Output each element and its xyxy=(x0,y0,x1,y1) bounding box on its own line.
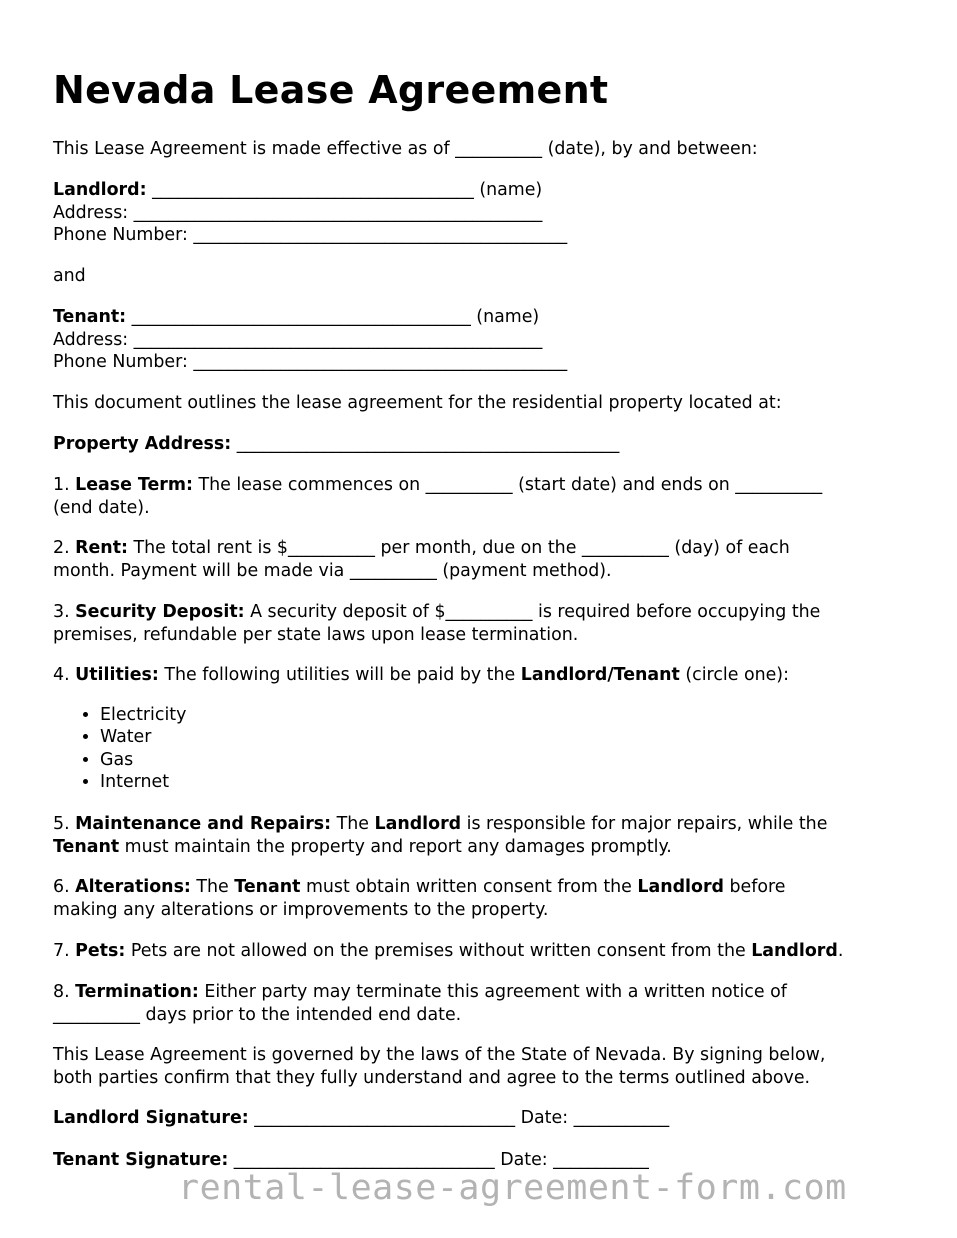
tenant-name-line xyxy=(53,306,933,329)
section-lease-term xyxy=(53,474,933,519)
section-bold: Tenant xyxy=(53,836,120,857)
tenant-phone-line: Phone Number: ___________________________________________ xyxy=(53,352,568,373)
section-text: __________ days prior to the intended end date. xyxy=(53,1004,462,1025)
list-item: • Internet xyxy=(100,771,186,793)
landlord-tenant-choice: Landlord/Tenant xyxy=(520,665,680,685)
section-title: Security Deposit: xyxy=(75,602,245,622)
section-text: making any alterations or improvements to the property. xyxy=(53,899,549,920)
section-bold: Landlord xyxy=(751,941,838,961)
section-text: before xyxy=(723,877,786,897)
tenant-block xyxy=(53,306,933,374)
section-text: The total rent is $__________ per month, due on the __________ (day) of each xyxy=(127,538,790,558)
section-title: Lease Term: xyxy=(75,475,193,495)
section-text: Pets are not allowed on the premises without written consent from the xyxy=(125,941,752,961)
section-termination xyxy=(53,981,933,1026)
tenant-label: Tenant: xyxy=(53,307,127,327)
and-text: and xyxy=(53,266,86,286)
section-text: The following utilities will be paid by the xyxy=(158,665,521,685)
section-maintenance xyxy=(53,813,933,858)
section-bold: Tenant xyxy=(234,877,301,897)
governing-text: both parties confirm that they fully understand and agree to the terms outlined above. xyxy=(53,1067,811,1088)
landlord-name-field: _____________________________________ (name) xyxy=(146,180,543,200)
section-text: (end date). xyxy=(53,497,150,518)
section-text: (circle one): xyxy=(679,665,789,685)
section-title: Utilities: xyxy=(75,665,159,685)
section-text: The xyxy=(331,814,375,834)
tenant-signature-field: ______________________________ Date: ___________ xyxy=(228,1150,649,1170)
section-text: month. Payment will be made via __________ (payment method). xyxy=(53,560,612,581)
section-number: 8. xyxy=(53,982,76,1002)
section-utilities xyxy=(53,664,933,687)
section-text: . xyxy=(837,941,844,961)
tenant-name-field: _______________________________________ (name) xyxy=(126,307,540,327)
landlord-signature-line xyxy=(53,1107,933,1130)
section-number: 3. xyxy=(53,602,76,622)
list-item: • Water xyxy=(100,726,186,748)
page-title: Nevada Lease Agreement xyxy=(53,68,609,112)
section-text: The xyxy=(190,877,235,897)
section-number: 5. xyxy=(53,814,76,834)
section-number: 2. xyxy=(53,538,76,558)
list-item: • Electricity xyxy=(100,704,186,726)
section-number: 7. xyxy=(53,941,76,961)
utilities-list xyxy=(53,704,186,794)
section-text: A security deposit of $__________ is required before occupying the xyxy=(244,602,821,622)
section-number: 4. xyxy=(53,665,76,685)
section-text: Either party may terminate this agreement with a written notice of xyxy=(198,982,787,1002)
section-title: Alterations: xyxy=(75,877,191,897)
property-address-label: Property Address: xyxy=(53,434,232,454)
governing-text: This Lease Agreement is governed by the laws of the State of Nevada. By signing below, xyxy=(53,1045,826,1065)
section-title: Maintenance and Repairs: xyxy=(75,814,332,834)
section-number: 6. xyxy=(53,877,76,897)
section-alterations xyxy=(53,876,933,921)
section-text: must obtain written consent from the xyxy=(300,877,638,897)
section-title: Pets: xyxy=(75,941,126,961)
section-pets xyxy=(53,940,933,963)
property-address xyxy=(53,433,933,456)
section-rent xyxy=(53,537,933,582)
section-title: Rent: xyxy=(75,538,128,558)
governing-law-paragraph xyxy=(53,1044,933,1089)
section-security-deposit xyxy=(53,601,933,646)
intro-paragraph: This Lease Agreement is made effective as of __________ (date), by and between: xyxy=(53,139,758,159)
section-text: must maintain the property and report any damages promptly. xyxy=(119,836,672,857)
landlord-phone-line: Phone Number: ___________________________________________ xyxy=(53,225,568,246)
section-bold: Landlord xyxy=(374,814,462,834)
landlord-signature-label: Landlord Signature: xyxy=(53,1108,249,1128)
property-address-field: ____________________________________________ xyxy=(231,434,620,454)
tenant-address-line: Address: _______________________________________________ xyxy=(53,329,543,350)
section-text: premises, refundable per state laws upon lease termination. xyxy=(53,624,579,645)
section-bold: Landlord xyxy=(637,877,724,897)
section-title: Termination: xyxy=(75,982,199,1002)
section-number: 1. xyxy=(53,475,76,495)
landlord-address-line: Address: _______________________________________________ xyxy=(53,202,543,223)
landlord-block xyxy=(53,179,933,247)
outline-paragraph: This document outlines the lease agreement for the residential property located at: xyxy=(53,393,782,413)
landlord-label: Landlord: xyxy=(53,180,147,200)
section-text: is responsible for major repairs, while the xyxy=(461,814,828,834)
landlord-name-line xyxy=(53,179,933,202)
list-item: • Gas xyxy=(100,749,186,771)
tenant-signature-label: Tenant Signature: xyxy=(53,1150,229,1170)
landlord-signature-field: ______________________________ Date: ___________ xyxy=(248,1108,670,1128)
section-text: The lease commences on __________ (start date) and ends on __________ xyxy=(192,475,823,495)
watermark: rental-lease-agreement-form.com xyxy=(178,1168,847,1208)
